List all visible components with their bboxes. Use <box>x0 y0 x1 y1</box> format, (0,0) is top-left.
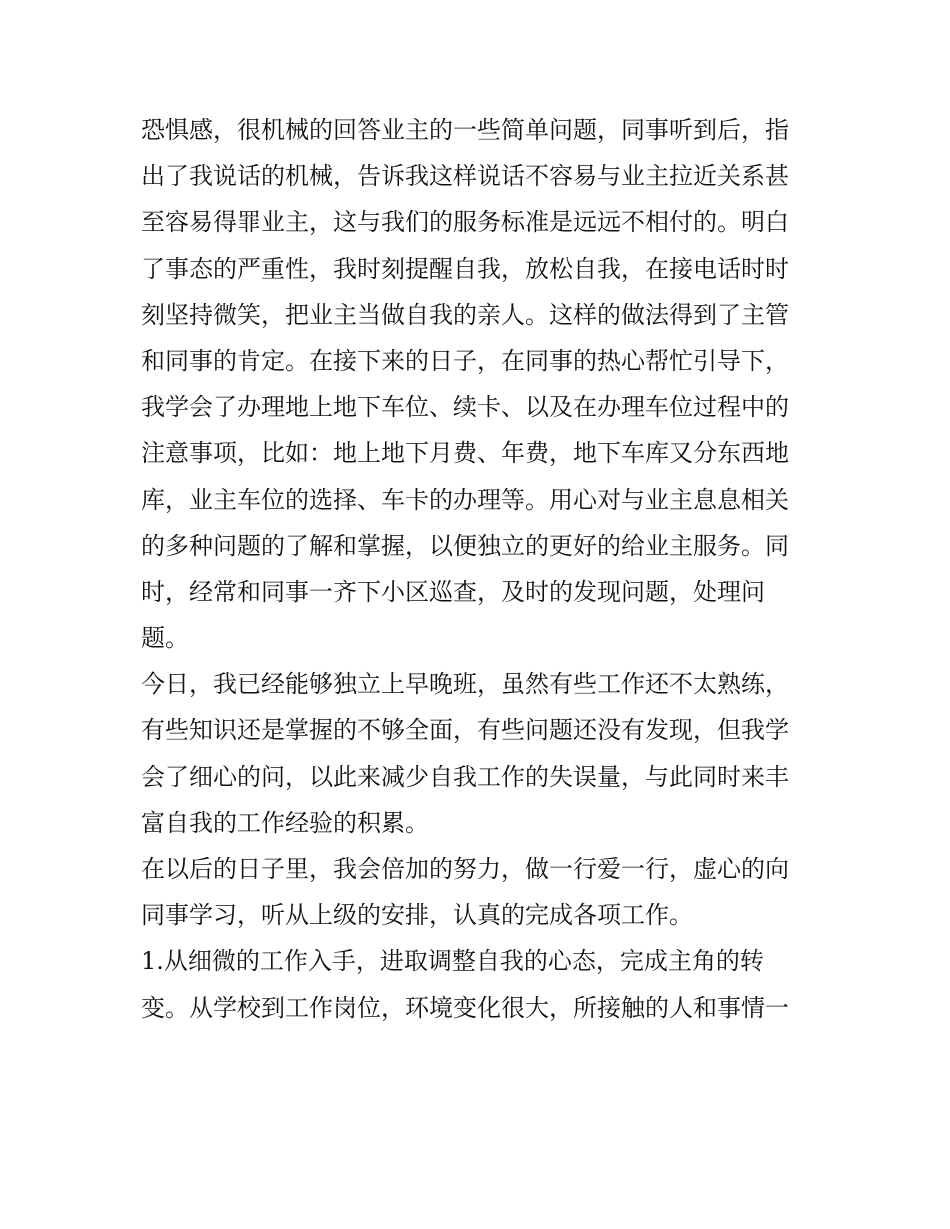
text-line: 在以后的日子里，我会倍加的努力，做一行爱一行，虚心的向 <box>141 855 789 883</box>
text-line: 同事学习，听从上级的安排，认真的完成各项工作。 <box>141 901 693 930</box>
document-body-text <box>141 107 821 1031</box>
text-line: 富自我的工作经验的积累。 <box>141 808 429 837</box>
text-line: 会了细心的问，以此来减少自我工作的失误量，与此同时来丰 <box>141 762 789 791</box>
text-line: 题。 <box>141 624 189 653</box>
text-line: 至容易得罪业主，这与我们的服务标准是远远不相付的。明白 <box>141 208 789 237</box>
text-line: 1.从细微的工作入手，进取调整自我的心态，完成主角的转 <box>141 947 764 976</box>
text-line: 了事态的严重性，我时刻提醒自我，放松自我，在接电话时时 <box>141 254 789 283</box>
text-line: 变。从学校到工作岗位，环境变化很大，所接触的人和事情一 <box>141 993 789 1022</box>
text-line: 库，业主车位的选择、车卡的办理等。用心对与业主息息相关 <box>141 485 789 514</box>
text-line: 和同事的肯定。在接下来的日子，在同事的热心帮忙引导下， <box>141 346 789 375</box>
text-line: 刻坚持微笑，把业主当做自我的亲人。这样的做法得到了主管 <box>141 300 789 329</box>
text-line: 恐惧感，很机械的回答业主的一些简单问题，同事听到后，指 <box>141 116 789 144</box>
text-line: 有些知识还是掌握的不够全面，有些问题还没有发现，但我学 <box>141 716 789 745</box>
text-line: 时，经常和同事一齐下小区巡查，及时的发现问题，处理问 <box>141 577 765 606</box>
text-line: 今日，我已经能够独立上早晚班，虽然有些工作还不太熟练， <box>141 670 789 699</box>
text-line: 注意事项，比如：地上地下月费、年费，地下车库又分东西地 <box>141 439 789 468</box>
text-line: 出了我说话的机械，告诉我这样说话不容易与业主拉近关系甚 <box>141 162 789 191</box>
text-line: 的多种问题的了解和掌握，以便独立的更好的给业主服务。同 <box>141 531 789 560</box>
text-line: 我学会了办理地上地下车位、续卡、以及在办理车位过程中的 <box>141 393 789 422</box>
